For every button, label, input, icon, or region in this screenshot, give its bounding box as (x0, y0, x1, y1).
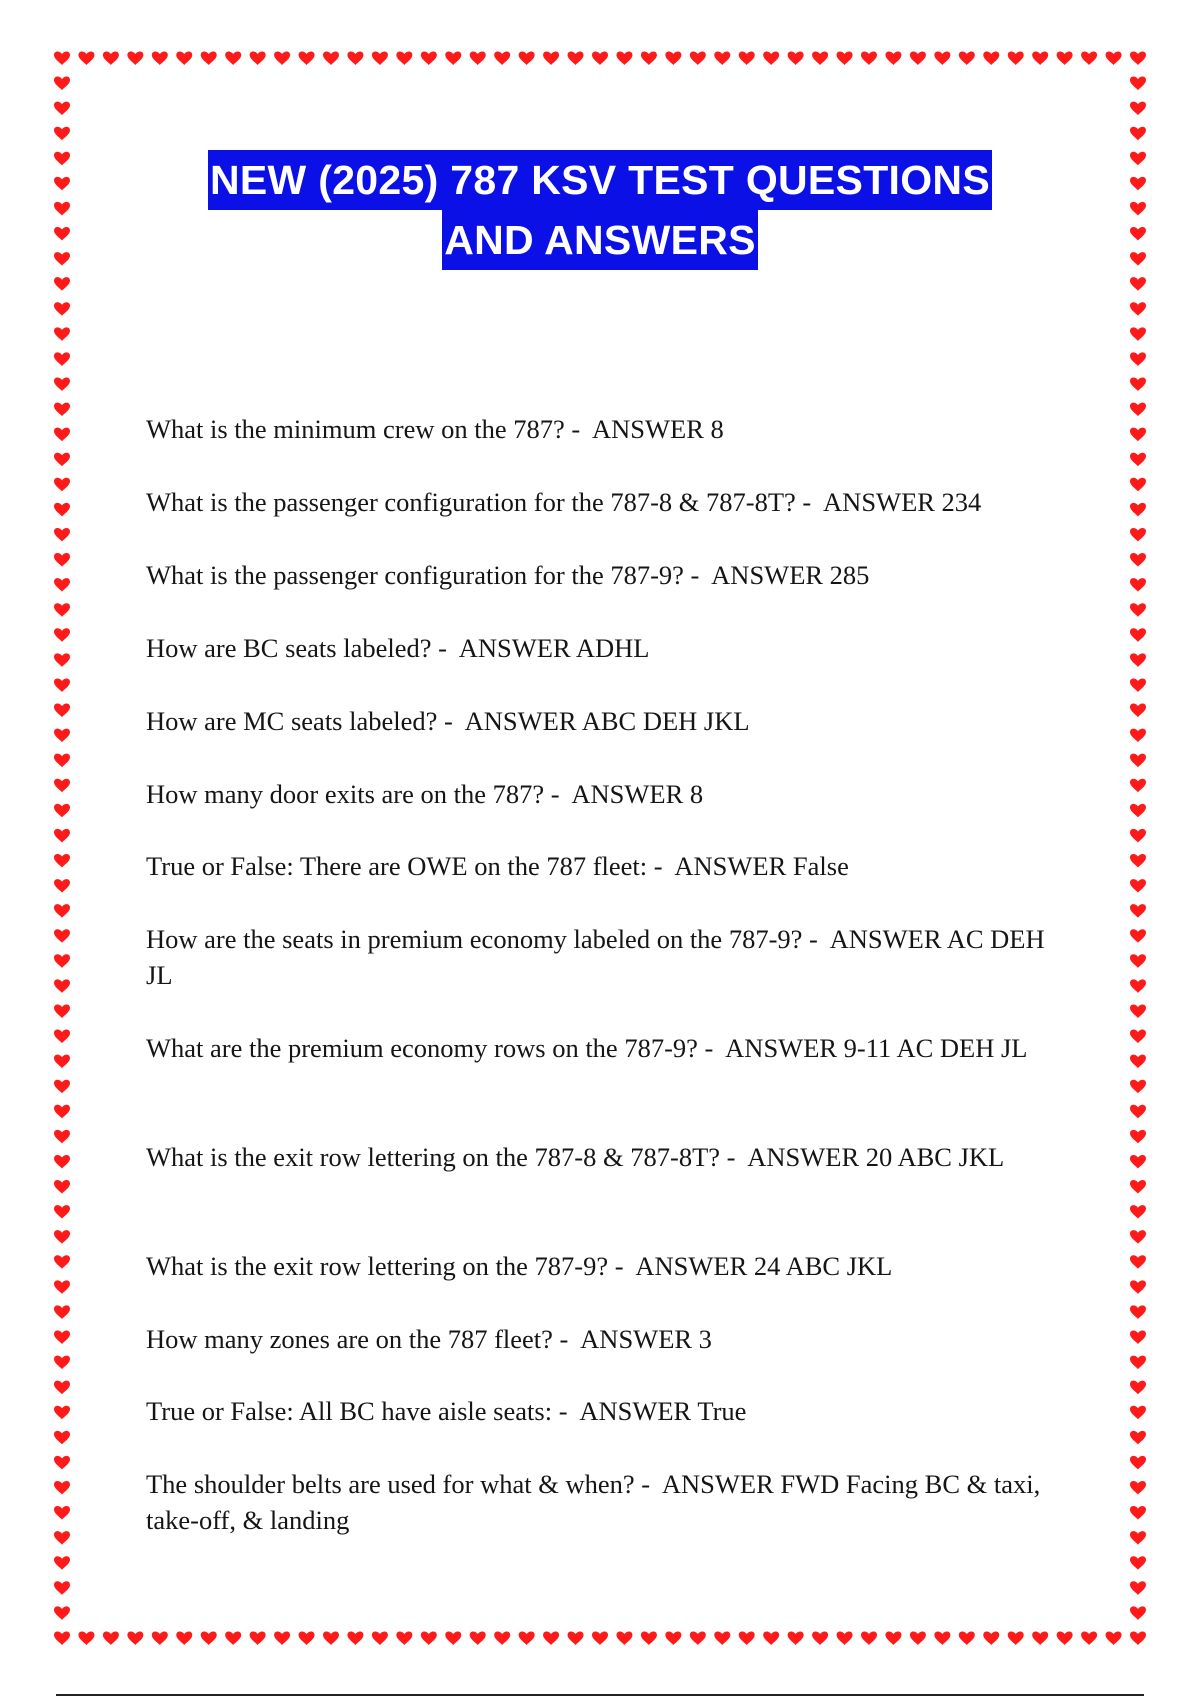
heart-icon (54, 152, 70, 166)
heart-icon (1130, 879, 1146, 893)
heart-icon (1106, 51, 1122, 65)
heart-icon (1130, 1331, 1146, 1345)
heart-icon (1130, 1381, 1146, 1395)
heart-icon (1130, 1631, 1146, 1645)
heart-icon (54, 979, 70, 993)
heart-icon (494, 51, 510, 65)
heart-icon (1130, 428, 1146, 442)
heart-icon (568, 51, 584, 65)
heart-icon (1130, 553, 1146, 567)
heart-icon (54, 51, 70, 65)
heart-icon (152, 51, 168, 65)
qa-question: What is the passenger configuration for the 787-9? (146, 560, 684, 590)
heart-icon (1130, 1531, 1146, 1545)
heart-icon (54, 1356, 70, 1370)
heart-icon (54, 1105, 70, 1119)
heart-icon (54, 1431, 70, 1445)
heart-icon (1130, 979, 1146, 993)
heart-icon (54, 729, 70, 743)
heart-icon (1130, 1305, 1146, 1319)
heart-icon (1130, 51, 1146, 65)
heart-icon (1130, 854, 1146, 868)
heart-icon (421, 1631, 437, 1645)
heart-icon (54, 1155, 70, 1169)
qa-item (146, 1139, 1056, 1175)
heart-icon (861, 51, 877, 65)
heart-icon (54, 1130, 70, 1144)
qa-item (146, 848, 1056, 884)
heart-icon (519, 51, 535, 65)
heart-icon (299, 51, 315, 65)
heart-icon (54, 1080, 70, 1094)
heart-icon (1008, 1631, 1024, 1645)
heart-icon (1130, 503, 1146, 517)
heart-icon (54, 503, 70, 517)
heart-icon (1130, 177, 1146, 191)
heart-icon (1130, 453, 1146, 467)
qa-answer: ANSWER 9-11 AC DEH JL (725, 1033, 1028, 1063)
heart-icon (1130, 704, 1146, 718)
heart-icon (176, 1631, 192, 1645)
heart-icon (225, 1631, 241, 1645)
qa-item (146, 1321, 1056, 1357)
heart-icon (54, 553, 70, 567)
heart-icon (1130, 327, 1146, 341)
qa-question: How are the seats in premium economy labeled on the 787-9? (146, 924, 803, 954)
heart-icon (54, 603, 70, 617)
heart-icon (372, 51, 388, 65)
heart-icon (592, 51, 608, 65)
title-line-1: NEW (2025) 787 KSV TEST QUESTIONS (208, 150, 992, 210)
heart-icon (54, 578, 70, 592)
qa-question: What is the minimum crew on the 787? (146, 414, 565, 444)
heart-icon (54, 528, 70, 542)
qa-answer: ANSWER 20 ABC JKL (747, 1142, 1005, 1172)
heart-icon (1130, 628, 1146, 642)
heart-icon (1130, 528, 1146, 542)
heart-icon (54, 929, 70, 943)
heart-icon (861, 1631, 877, 1645)
heart-icon (250, 51, 266, 65)
heart-icon (274, 1631, 290, 1645)
qa-question: How many door exits are on the 787? (146, 779, 545, 809)
heart-icon (445, 1631, 461, 1645)
heart-icon (201, 1631, 217, 1645)
heart-icon (1130, 1356, 1146, 1370)
qa-question: True or False: There are OWE on the 787 fleet: (146, 851, 648, 881)
qa-answer: ANSWER 285 (711, 560, 870, 590)
title-line-2: AND ANSWERS (442, 210, 758, 270)
heart-icon (54, 327, 70, 341)
heart-icon (152, 1631, 168, 1645)
answer-separator: - (795, 487, 824, 517)
heart-icon (1130, 1205, 1146, 1219)
heart-icon (885, 51, 901, 65)
qa-item (146, 776, 1056, 812)
qa-item (146, 630, 1056, 666)
heart-icon (1130, 1130, 1146, 1144)
heart-icon (1130, 1030, 1146, 1044)
heart-icon (54, 1456, 70, 1470)
heart-icon (54, 377, 70, 391)
heart-icon (1032, 1631, 1048, 1645)
heart-icon (299, 1631, 315, 1645)
heart-icon (54, 77, 70, 91)
heart-icon (54, 177, 70, 191)
heart-icon (1130, 1481, 1146, 1495)
heart-icon (54, 1606, 70, 1620)
heart-icon (788, 51, 804, 65)
heart-icon (1130, 653, 1146, 667)
heart-icon (127, 51, 143, 65)
heart-icon (176, 51, 192, 65)
heart-icon (519, 1631, 535, 1645)
heart-icon (1130, 1080, 1146, 1094)
heart-icon (54, 1381, 70, 1395)
heart-icon (445, 51, 461, 65)
heart-icon (54, 1230, 70, 1244)
heart-icon (1130, 252, 1146, 266)
heart-icon (54, 302, 70, 316)
heart-icon (1130, 1180, 1146, 1194)
heart-icon (54, 1255, 70, 1269)
heart-icon (1130, 1606, 1146, 1620)
heart-icon (54, 1205, 70, 1219)
heart-icon (1130, 578, 1146, 592)
heart-icon (54, 1581, 70, 1595)
answer-separator: - (564, 414, 592, 444)
heart-icon (1130, 478, 1146, 492)
heart-icon (54, 1556, 70, 1570)
heart-icon (54, 1531, 70, 1545)
qa-answer: ANSWER False (674, 851, 849, 881)
heart-icon (78, 51, 94, 65)
heart-icon (763, 51, 779, 65)
qa-answer: ANSWER True (579, 1396, 747, 1426)
heart-icon (788, 1631, 804, 1645)
heart-icon (1130, 202, 1146, 216)
answer-separator: - (697, 1033, 726, 1063)
qa-answer: ANSWER 234 (823, 487, 982, 517)
qa-question: What are the premium economy rows on the 787-9? (146, 1033, 698, 1063)
heart-icon (54, 403, 70, 417)
heart-icon (54, 754, 70, 768)
heart-icon (1130, 1155, 1146, 1169)
heart-icon (812, 1631, 828, 1645)
heart-icon (1130, 779, 1146, 793)
heart-icon (54, 453, 70, 467)
heart-icon (54, 904, 70, 918)
heart-icon (983, 1631, 999, 1645)
heart-icon (910, 1631, 926, 1645)
qa-answer: ANSWER ABC DEH JKL (464, 706, 750, 736)
heart-icon (54, 1506, 70, 1520)
qa-question: What is the passenger configuration for the 787-8 & 787-8T? (146, 487, 796, 517)
answer-separator: - (552, 1324, 581, 1354)
heart-icon (983, 51, 999, 65)
heart-icon (1130, 804, 1146, 818)
qa-question: How are MC seats labeled? (146, 706, 438, 736)
heart-icon (54, 428, 70, 442)
heart-icon (1008, 51, 1024, 65)
heart-icon (54, 1481, 70, 1495)
answer-separator: - (683, 560, 712, 590)
heart-icon (641, 1631, 657, 1645)
heart-icon (616, 51, 632, 65)
heart-icon (1130, 403, 1146, 417)
heart-icon (1130, 1431, 1146, 1445)
heart-icon (934, 51, 950, 65)
heart-icon (739, 51, 755, 65)
heart-icon (1130, 1105, 1146, 1119)
heart-icon (250, 1631, 266, 1645)
heart-icon (347, 1631, 363, 1645)
heart-icon (1130, 1280, 1146, 1294)
heart-icon (1081, 1631, 1097, 1645)
heart-icon (54, 653, 70, 667)
heart-icon (225, 51, 241, 65)
heart-icon (1130, 729, 1146, 743)
heart-icon (54, 1180, 70, 1194)
heart-icon (959, 51, 975, 65)
qa-question: True or False: All BC have aisle seats: (146, 1396, 553, 1426)
qa-question: How are BC seats labeled? (146, 633, 432, 663)
qa-item (146, 1393, 1056, 1429)
heart-icon (543, 51, 559, 65)
heart-icon (1130, 277, 1146, 291)
heart-icon (739, 1631, 755, 1645)
heart-icon (54, 1406, 70, 1420)
heart-icon (934, 1631, 950, 1645)
heart-icon (910, 51, 926, 65)
qa-answer: ANSWER 24 ABC JKL (635, 1251, 893, 1281)
heart-icon (54, 954, 70, 968)
qa-question: What is the exit row lettering on the 787-9? (146, 1251, 609, 1281)
qa-item (146, 703, 1056, 739)
heart-icon (837, 51, 853, 65)
heart-icon (1130, 678, 1146, 692)
heart-icon (1081, 51, 1097, 65)
qa-question: How many zones are on the 787 fleet? (146, 1324, 553, 1354)
heart-icon (201, 51, 217, 65)
heart-icon (54, 1631, 70, 1645)
heart-icon (1130, 302, 1146, 316)
qa-item (146, 557, 1056, 593)
heart-icon (54, 1055, 70, 1069)
heart-icon (1130, 127, 1146, 141)
qa-item (146, 1248, 1056, 1284)
qa-item (146, 1030, 1056, 1066)
heart-icon (323, 51, 339, 65)
heart-icon (714, 1631, 730, 1645)
answer-separator: - (437, 706, 465, 736)
heart-icon (837, 1631, 853, 1645)
heart-icon (103, 1631, 119, 1645)
qa-answer: ANSWER ADHL (458, 633, 650, 663)
qa-item (146, 484, 1056, 520)
heart-icon (1130, 829, 1146, 843)
qa-question: The shoulder belts are used for what & when? (146, 1469, 635, 1499)
heart-icon (1057, 1631, 1073, 1645)
heart-icon (54, 854, 70, 868)
heart-icon (274, 51, 290, 65)
heart-icon (54, 678, 70, 692)
heart-icon (54, 127, 70, 141)
heart-icon (347, 51, 363, 65)
answer-separator: - (634, 1469, 662, 1499)
answer-separator: - (720, 1142, 748, 1172)
document-title (150, 150, 1050, 270)
heart-icon (54, 277, 70, 291)
heart-icon (54, 804, 70, 818)
heart-icon (54, 227, 70, 241)
heart-icon (54, 478, 70, 492)
heart-icon (78, 1631, 94, 1645)
answer-separator: - (647, 851, 675, 881)
heart-icon (54, 1030, 70, 1044)
heart-icon (54, 202, 70, 216)
heart-icon (54, 704, 70, 718)
heart-icon (665, 51, 681, 65)
heart-icon (323, 1631, 339, 1645)
heart-icon (1130, 1556, 1146, 1570)
heart-icon (1057, 51, 1073, 65)
heart-icon (54, 252, 70, 266)
heart-icon (1130, 377, 1146, 391)
heart-icon (396, 51, 412, 65)
qa-answer: ANSWER FWD Facing BC & taxi, take-off, & landing (146, 1469, 1041, 1535)
heart-icon (1130, 1004, 1146, 1018)
heart-icon (1032, 51, 1048, 65)
heart-icon (885, 1631, 901, 1645)
heart-icon (592, 1631, 608, 1645)
heart-icon (1130, 1406, 1146, 1420)
heart-icon (1130, 754, 1146, 768)
heart-icon (959, 1631, 975, 1645)
heart-icon (1130, 152, 1146, 166)
heart-icon (1130, 102, 1146, 116)
qa-item (146, 411, 1056, 447)
heart-icon (54, 1331, 70, 1345)
heart-icon (1130, 1456, 1146, 1470)
heart-icon (543, 1631, 559, 1645)
qa-item (146, 921, 1056, 993)
heart-icon (494, 1631, 510, 1645)
heart-icon (372, 1631, 388, 1645)
heart-icon (54, 1280, 70, 1294)
heart-icon (714, 51, 730, 65)
answer-separator: - (802, 924, 830, 954)
heart-icon (690, 1631, 706, 1645)
heart-icon (470, 51, 486, 65)
qa-answer: ANSWER 3 (580, 1324, 712, 1354)
heart-icon (54, 352, 70, 366)
heart-icon (690, 51, 706, 65)
heart-icon (54, 879, 70, 893)
qa-answer: ANSWER 8 (592, 414, 724, 444)
heart-icon (54, 779, 70, 793)
heart-icon (1130, 1255, 1146, 1269)
heart-icon (1130, 904, 1146, 918)
heart-icon (54, 1305, 70, 1319)
heart-icon (665, 1631, 681, 1645)
heart-icon (763, 1631, 779, 1645)
heart-icon (1106, 1631, 1122, 1645)
heart-icon (1130, 77, 1146, 91)
heart-icon (1130, 1506, 1146, 1520)
heart-icon (1130, 1055, 1146, 1069)
answer-separator: - (431, 633, 459, 663)
heart-icon (1130, 929, 1146, 943)
heart-icon (103, 51, 119, 65)
heart-icon (1130, 603, 1146, 617)
heart-icon (1130, 954, 1146, 968)
qa-item (146, 1466, 1056, 1538)
heart-icon (54, 1004, 70, 1018)
heart-icon (568, 1631, 584, 1645)
heart-icon (396, 1631, 412, 1645)
heart-icon (616, 1631, 632, 1645)
heart-icon (127, 1631, 143, 1645)
heart-icon (54, 102, 70, 116)
heart-icon (54, 628, 70, 642)
qa-answer: ANSWER 8 (571, 779, 704, 809)
heart-icon (1130, 1230, 1146, 1244)
answer-separator: - (544, 779, 572, 809)
heart-icon (812, 51, 828, 65)
heart-icon (54, 829, 70, 843)
page-divider (56, 1694, 1144, 1696)
heart-icon (1130, 352, 1146, 366)
heart-icon (470, 1631, 486, 1645)
qa-answer: ANSWER AC DEH JL (146, 924, 1045, 990)
qa-question: What is the exit row lettering on the 787-8 & 787-8T? (146, 1142, 721, 1172)
heart-icon (421, 51, 437, 65)
heart-icon (1130, 1581, 1146, 1595)
answer-separator: - (552, 1396, 580, 1426)
heart-icon (641, 51, 657, 65)
answer-separator: - (608, 1251, 636, 1281)
heart-icon (1130, 227, 1146, 241)
